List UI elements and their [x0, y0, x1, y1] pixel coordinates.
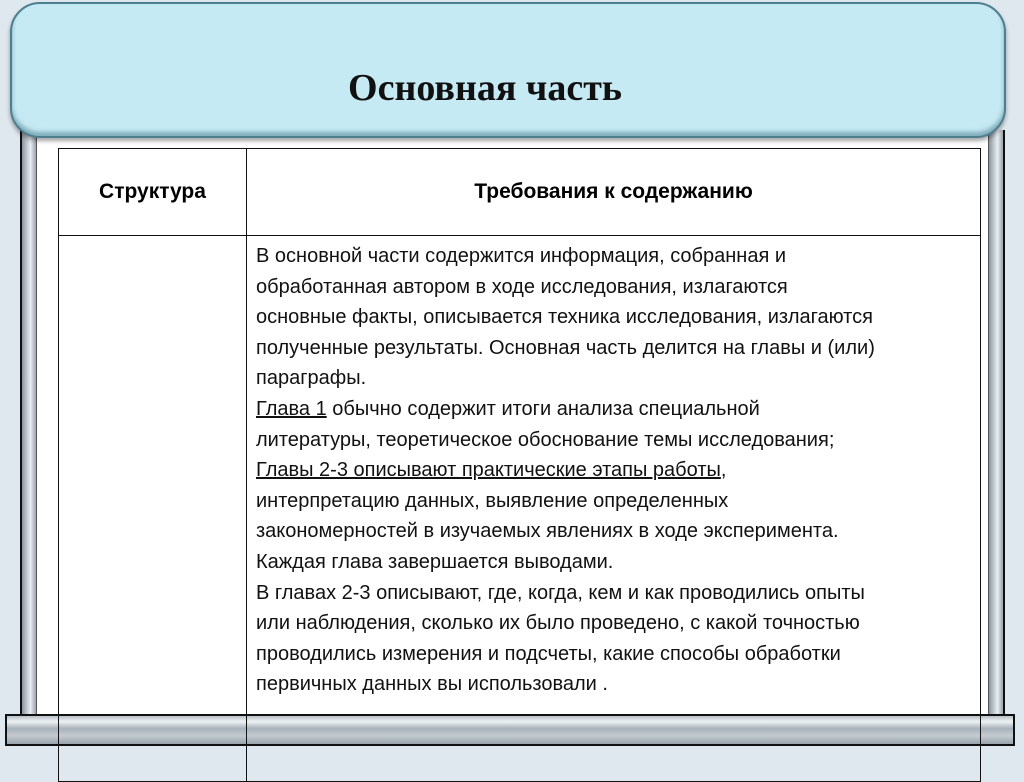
line-text: основные факты, описывается техника исследования, излагаются	[256, 306, 873, 329]
underlined-text: Глава 1	[256, 397, 327, 420]
requirements-cell	[247, 236, 981, 782]
header-structure: Структура	[59, 149, 247, 236]
text-line	[256, 455, 972, 486]
table-row	[59, 236, 981, 782]
title-banner	[10, 2, 1006, 138]
line-text: В главах 2-3 описывают, где, когда, кем и как проводились опыты	[256, 581, 865, 604]
line-text: параграфы.	[256, 367, 367, 390]
structure-cell	[59, 236, 247, 782]
line-text: или наблюдения, сколько их было проведено, с какой точностью	[256, 612, 860, 635]
line-text: полученные результаты. Основная часть делится на главы и (или)	[256, 336, 875, 359]
underlined-text: Главы 2-3 описывают практические этапы работы	[256, 459, 721, 482]
text-line	[256, 639, 972, 670]
line-text: обработанная автором в ходе исследования, излагаются	[256, 275, 788, 298]
text-line	[256, 394, 972, 425]
text-line	[256, 669, 972, 700]
line-text: ,	[720, 459, 727, 482]
table-header-row	[59, 149, 981, 236]
text-line	[256, 486, 972, 517]
text-line	[256, 516, 972, 547]
line-text: обычно содержит итоги анализа специальной	[326, 397, 760, 420]
text-line	[256, 578, 972, 609]
line-text: Каждая глава завершается выводами.	[256, 550, 614, 573]
header-requirements: Требования к содержанию	[247, 149, 981, 236]
line-text: первичных данных вы использовали .	[256, 673, 608, 696]
line-text: закономерностей в изучаемых явлениях в ходе эксперимента.	[256, 520, 839, 543]
text-line	[256, 547, 972, 578]
right-frame-post	[988, 130, 1005, 730]
text-line	[256, 241, 972, 272]
text-line	[256, 333, 972, 364]
content-table	[58, 148, 981, 782]
text-line	[256, 363, 972, 394]
left-frame-post	[20, 130, 37, 730]
slide-title: Основная часть	[348, 67, 622, 109]
line-text: проводились измерения и подсчеты, какие способы обработки	[256, 642, 841, 665]
line-text: интерпретацию данных, выявление определенных	[256, 489, 729, 512]
line-text: литературы, теоретическое обоснование темы исследования;	[256, 428, 835, 451]
text-line	[256, 272, 972, 303]
line-text: В основной части содержится информация, собранная и	[256, 245, 787, 267]
text-line	[256, 425, 972, 456]
text-line	[256, 302, 972, 333]
text-line	[256, 608, 972, 639]
